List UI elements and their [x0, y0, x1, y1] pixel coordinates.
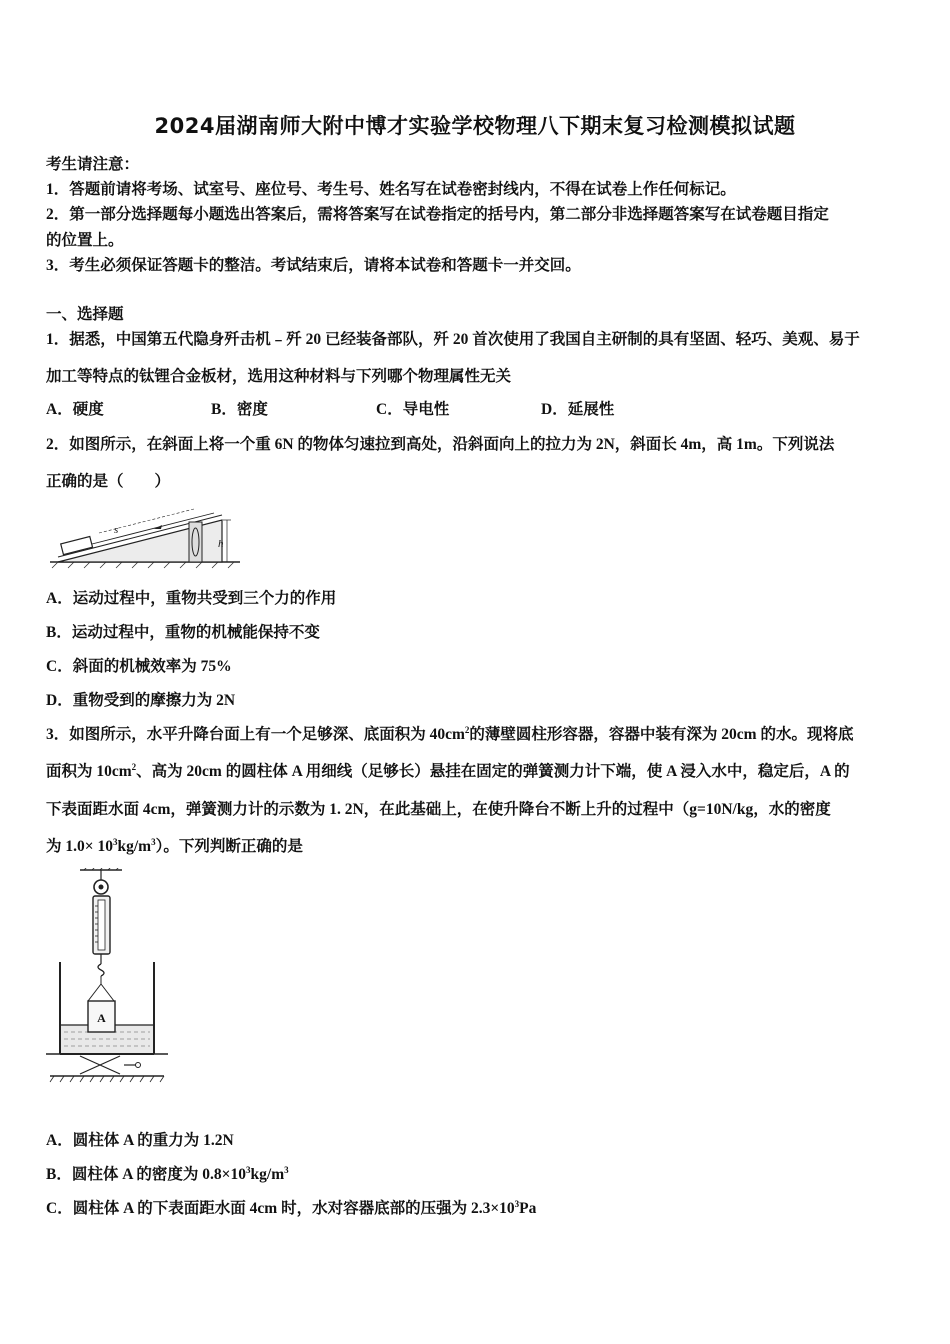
q1-option-a: A．硬度	[46, 401, 104, 418]
notice-item-3: 3．考生必须保证答题卡的整洁。考试结束后，请将本试卷和答题卡一并交回。	[46, 257, 581, 274]
q3-stem-line3: 下表面距水面 4cm，弹簧测力计的示数为 1. 2N，在此基础上，在使升降台不断上升的过程中（g=10N/kg，水的密度	[46, 801, 831, 818]
q3-stem-line1: 3．如图所示，水平升降台面上有一个足够深、底面积为 $40cm^2$的薄壁圆柱形容器，容器中装有深为 20cm 的水。现将底	[46, 724, 854, 743]
q3-option-c: C．圆柱体 A 的下表面距水面 4cm 时，水对容器底部的压强为 $2.3\times 10^3Pa$	[46, 1198, 537, 1217]
page-title: 2024届湖南师大附中博才实验学校物理八下期末复习检测模拟试题	[154, 114, 796, 138]
section-heading: 一、选择题	[46, 306, 124, 323]
notice-item-2: 2．第一部分选择题每小题选出答案后，需将答案写在试卷指定的括号内，第二部分非选择题答案写在试卷题目指定	[46, 206, 829, 223]
spring-scale-figure	[44, 868, 170, 1088]
notice-item-1: 1．答题前请将考场、试室号、座位号、考生号、姓名写在试卷密封线内，不得在试卷上作任何标记。	[46, 181, 736, 198]
notice-item-2-cont: 的位置上。	[46, 232, 124, 249]
q1-option-c: C．导电性	[376, 401, 450, 418]
q2-option-b: B．运动过程中，重物的机械能保持不变	[46, 624, 320, 641]
incline-figure	[44, 500, 244, 572]
q3-stem-line2: 面积为 $10cm^2$、高为 20cm 的圆柱体 A 用细线（足够长）悬挂在固定的弹簧测力计下端，使 A 浸入水中，稳定后，A 的	[46, 761, 850, 780]
q2-stem-line2: 正确的是（ ）	[46, 473, 171, 490]
q1-stem-line2: 加工等特点的钛锂合金板材，选用这种材料与下列哪个物理属性无关	[46, 368, 512, 385]
q2-stem-line1: 2．如图所示，在斜面上将一个重 6N 的物体匀速拉到高处，沿斜面向上的拉力为 2N，斜面长 4m，高 1m。下列说法	[46, 436, 835, 453]
q3-option-a: A．圆柱体 A 的重力为 1.2N	[46, 1132, 234, 1149]
q1-stem-line1: 1．据悉，中国第五代隐身歼击机﹣歼 20 已经装备部队，歼 20 首次使用了我国自主研制的具有坚固、轻巧、美观、易于	[46, 331, 860, 348]
fig-label-a: A	[97, 1011, 106, 1025]
q3-option-b: B．圆柱体 A 的密度为 $0.8\times 10^3kg/m^3$	[46, 1164, 289, 1183]
q2-option-c: C．斜面的机械效率为 75%	[46, 658, 232, 675]
notice-heading: 考生请注意：	[46, 156, 140, 173]
q1-option-b: B．密度	[211, 401, 268, 418]
fig-label-s: s	[114, 524, 119, 536]
q1-option-d: D．延展性	[541, 401, 615, 418]
fig-label-h: h	[218, 538, 224, 550]
q2-option-a: A．运动过程中，重物共受到三个力的作用	[46, 590, 337, 607]
q3-stem-line4: 为 $1.0\times 10^3kg/m^3$）。下列判断正确的是	[46, 836, 303, 855]
q2-option-d: D．重物受到的摩擦力为 2N	[46, 692, 236, 709]
